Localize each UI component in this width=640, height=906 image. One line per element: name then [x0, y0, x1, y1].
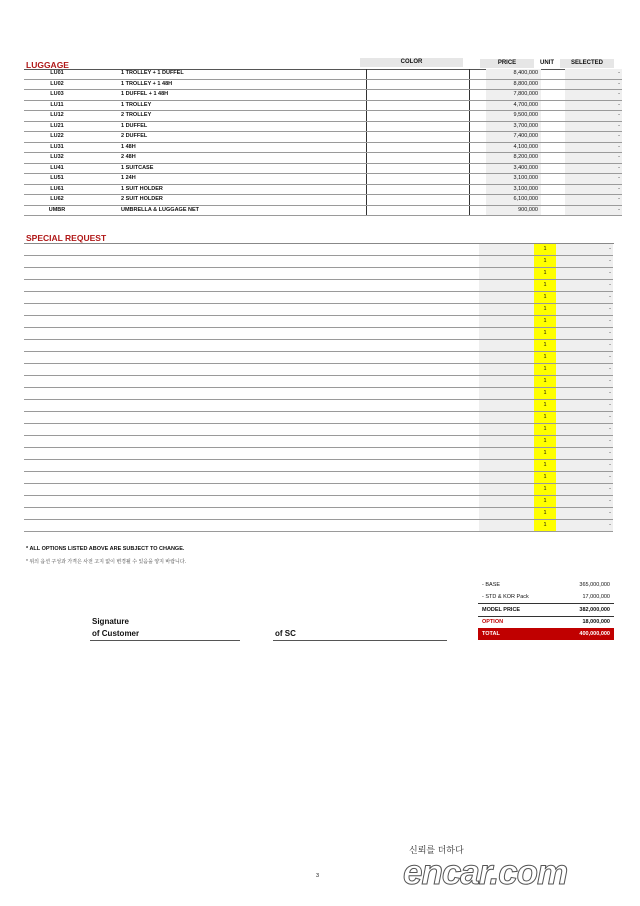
luggage-row [24, 69, 622, 79]
special-request-selected: - [556, 484, 613, 496]
special-request-unit[interactable]: 1 [534, 412, 556, 424]
model-price-value: 382,000,000 [579, 607, 610, 613]
luggage-selected: - [565, 163, 622, 174]
luggage-spacer [90, 90, 115, 101]
special-request-selected: - [556, 280, 613, 292]
special-request-row [24, 484, 613, 496]
special-request-selected: - [556, 448, 613, 460]
special-request-selected: - [556, 376, 613, 388]
special-request-selected: - [556, 304, 613, 316]
luggage-spacer [470, 205, 487, 216]
special-request-description[interactable] [24, 472, 479, 484]
special-request-unit[interactable]: 1 [534, 304, 556, 316]
special-request-description[interactable] [24, 388, 479, 400]
special-request-row [24, 448, 613, 460]
luggage-name: 2 TROLLEY [115, 111, 367, 122]
luggage-unit-cell[interactable] [541, 132, 565, 143]
luggage-code: LU01 [24, 69, 90, 79]
special-request-description[interactable] [24, 256, 479, 268]
customer-label: of Customer [92, 629, 140, 638]
special-request-description[interactable] [24, 316, 479, 328]
luggage-selected: - [565, 121, 622, 132]
special-request-description[interactable] [24, 280, 479, 292]
page-number: 3 [316, 873, 320, 879]
luggage-row [24, 195, 622, 206]
special-request-selected: - [556, 244, 613, 256]
special-request-title: SPECIAL REQUEST [26, 233, 107, 243]
special-request-unit[interactable]: 1 [534, 472, 556, 484]
luggage-row [24, 163, 622, 174]
special-request-description[interactable] [24, 460, 479, 472]
luggage-selected: - [565, 184, 622, 195]
pack-label: - STD & KOR Pack [482, 594, 529, 600]
special-request-selected: - [556, 268, 613, 280]
luggage-code: LU22 [24, 132, 90, 143]
special-request-price[interactable] [479, 340, 534, 352]
luggage-price: 3,400,000 [486, 163, 541, 174]
luggage-selected: - [565, 111, 622, 122]
special-request-price[interactable] [479, 328, 534, 340]
luggage-selected: - [565, 100, 622, 111]
special-request-unit[interactable]: 1 [534, 352, 556, 364]
special-request-price[interactable] [479, 400, 534, 412]
special-request-unit[interactable]: 1 [534, 436, 556, 448]
base-value: 365,000,000 [579, 582, 610, 588]
special-request-price[interactable] [479, 244, 534, 256]
luggage-color-cell[interactable] [367, 69, 470, 79]
special-request-unit[interactable]: 1 [534, 256, 556, 268]
luggage-color-cell[interactable] [367, 79, 470, 90]
luggage-unit-cell[interactable] [541, 90, 565, 101]
luggage-spacer [90, 132, 115, 143]
luggage-code: LU62 [24, 195, 90, 206]
luggage-price: 7,800,000 [486, 90, 541, 101]
special-request-description[interactable] [24, 244, 479, 256]
special-request-unit[interactable]: 1 [534, 448, 556, 460]
luggage-name: 2 48H [115, 153, 367, 164]
luggage-name: 1 DUFFEL [115, 121, 367, 132]
luggage-price: 9,500,000 [486, 111, 541, 122]
special-request-row [24, 292, 613, 304]
special-request-row [24, 256, 613, 268]
luggage-name: 2 DUFFEL [115, 132, 367, 143]
model-price-label: MODEL PRICE [482, 607, 521, 613]
luggage-name: 1 DUFFEL + 1 48H [115, 90, 367, 101]
special-request-row [24, 508, 613, 520]
luggage-spacer [470, 79, 487, 90]
luggage-spacer [470, 174, 487, 185]
luggage-unit-cell[interactable] [541, 79, 565, 90]
special-request-selected: - [556, 316, 613, 328]
luggage-spacer [90, 69, 115, 79]
special-request-description[interactable] [24, 412, 479, 424]
special-request-price[interactable] [479, 256, 534, 268]
luggage-color-cell[interactable] [367, 90, 470, 101]
special-request-unit[interactable]: 1 [534, 388, 556, 400]
special-request-row [24, 304, 613, 316]
luggage-price: 4,700,000 [486, 100, 541, 111]
luggage-name: 1 SUIT HOLDER [115, 184, 367, 195]
luggage-unit-cell[interactable] [541, 184, 565, 195]
special-request-row [24, 400, 613, 412]
special-request-description[interactable] [24, 400, 479, 412]
luggage-selected: - [565, 153, 622, 164]
pack-value: 17,000,000 [582, 594, 610, 600]
special-request-selected: - [556, 328, 613, 340]
luggage-row [24, 174, 622, 185]
special-request-row [24, 496, 613, 508]
luggage-name: 1 SUITCASE [115, 163, 367, 174]
luggage-code: LU11 [24, 100, 90, 111]
special-request-row [24, 388, 613, 400]
special-request-selected: - [556, 340, 613, 352]
special-request-price[interactable] [479, 304, 534, 316]
luggage-price: 3,100,000 [486, 184, 541, 195]
special-request-unit[interactable]: 1 [534, 508, 556, 520]
special-request-row [24, 316, 613, 328]
luggage-table [24, 69, 622, 216]
luggage-spacer [470, 69, 487, 79]
special-request-unit[interactable]: 1 [534, 316, 556, 328]
special-request-row [24, 436, 613, 448]
special-request-description[interactable] [24, 508, 479, 520]
special-request-selected: - [556, 364, 613, 376]
luggage-spacer [90, 100, 115, 111]
luggage-spacer [90, 121, 115, 132]
customer-signature-line[interactable] [90, 640, 240, 641]
special-request-row [24, 328, 613, 340]
luggage-color-cell[interactable] [367, 132, 470, 143]
luggage-selected: - [565, 90, 622, 101]
summary-total-row [478, 628, 614, 640]
special-request-description[interactable] [24, 484, 479, 496]
options-change-note-korean: * 위의 옵션 구성과 가격은 사전 고지 없이 변경될 수 있음을 양지 바랍니다. [26, 559, 187, 565]
special-request-description[interactable] [24, 448, 479, 460]
luggage-spacer [90, 163, 115, 174]
luggage-color-cell[interactable] [367, 163, 470, 174]
luggage-spacer [90, 142, 115, 153]
special-request-price[interactable] [479, 484, 534, 496]
luggage-spacer [90, 153, 115, 164]
special-request-price[interactable] [479, 364, 534, 376]
luggage-code: LU32 [24, 153, 90, 164]
luggage-color-cell[interactable] [367, 153, 470, 164]
luggage-color-cell[interactable] [367, 184, 470, 195]
special-request-selected: - [556, 388, 613, 400]
luggage-spacer [90, 205, 115, 216]
luggage-unit-cell[interactable] [541, 195, 565, 206]
luggage-price: 3,700,000 [486, 121, 541, 132]
summary-base-row [478, 579, 614, 591]
special-request-unit[interactable]: 1 [534, 520, 556, 532]
luggage-spacer [90, 195, 115, 206]
luggage-row [24, 121, 622, 132]
luggage-name: 1 TROLLEY [115, 100, 367, 111]
special-request-price[interactable] [479, 496, 534, 508]
luggage-unit-cell[interactable] [541, 174, 565, 185]
luggage-spacer [470, 153, 487, 164]
encar-watermark-logo: encar.com [403, 853, 568, 892]
special-request-description[interactable] [24, 304, 479, 316]
special-request-unit[interactable]: 1 [534, 244, 556, 256]
luggage-spacer [470, 184, 487, 195]
option-value: 18,000,000 [582, 619, 610, 625]
special-request-unit[interactable]: 1 [534, 280, 556, 292]
luggage-price: 8,400,000 [486, 69, 541, 79]
special-request-selected: - [556, 508, 613, 520]
selected-column-header: SELECTED [560, 59, 614, 68]
luggage-unit-cell[interactable] [541, 69, 565, 79]
price-column-header: PRICE [480, 59, 534, 68]
special-request-row [24, 520, 613, 532]
luggage-code: LU31 [24, 142, 90, 153]
special-request-selected: - [556, 436, 613, 448]
special-request-price[interactable] [479, 280, 534, 292]
total-label: TOTAL [482, 631, 500, 637]
luggage-spacer [470, 132, 487, 143]
special-request-selected: - [556, 292, 613, 304]
special-request-description[interactable] [24, 496, 479, 508]
special-request-price[interactable] [479, 520, 534, 532]
luggage-selected: - [565, 69, 622, 79]
luggage-price: 6,100,000 [486, 195, 541, 206]
special-request-price[interactable] [479, 268, 534, 280]
special-request-table [24, 244, 613, 532]
special-request-row [24, 472, 613, 484]
special-request-unit[interactable]: 1 [534, 328, 556, 340]
luggage-selected: - [565, 174, 622, 185]
special-request-row [24, 244, 613, 256]
special-request-price[interactable] [479, 472, 534, 484]
luggage-row [24, 100, 622, 111]
special-request-unit[interactable]: 1 [534, 400, 556, 412]
special-request-row [24, 352, 613, 364]
special-request-price[interactable] [479, 436, 534, 448]
signature-label: Signature [92, 617, 129, 626]
special-request-unit[interactable]: 1 [534, 364, 556, 376]
special-request-description[interactable] [24, 364, 479, 376]
luggage-unit-cell[interactable] [541, 163, 565, 174]
luggage-row [24, 111, 622, 122]
luggage-spacer [90, 174, 115, 185]
luggage-price: 8,800,000 [486, 79, 541, 90]
luggage-row [24, 184, 622, 195]
special-request-description[interactable] [24, 352, 479, 364]
luggage-unit-cell[interactable] [541, 142, 565, 153]
summary-option-row [478, 616, 614, 628]
special-request-unit[interactable]: 1 [534, 424, 556, 436]
luggage-selected: - [565, 79, 622, 90]
luggage-code: LU21 [24, 121, 90, 132]
special-request-price[interactable] [479, 388, 534, 400]
luggage-selected: - [565, 195, 622, 206]
options-change-note: * ALL OPTIONS LISTED ABOVE ARE SUBJECT TO CHANGE. [26, 546, 185, 552]
luggage-name: 2 SUIT HOLDER [115, 195, 367, 206]
watermark-tagline: 신뢰를 더하다 [409, 845, 464, 855]
luggage-row [24, 79, 622, 90]
luggage-color-cell[interactable] [367, 205, 470, 216]
special-request-selected: - [556, 472, 613, 484]
luggage-name: 1 48H [115, 142, 367, 153]
luggage-color-cell[interactable] [367, 174, 470, 185]
luggage-spacer [470, 121, 487, 132]
special-request-unit[interactable]: 1 [534, 292, 556, 304]
special-request-selected: - [556, 256, 613, 268]
luggage-section-title: LUGGAGE [26, 60, 69, 70]
special-request-price[interactable] [479, 424, 534, 436]
luggage-row [24, 205, 622, 216]
luggage-selected: - [565, 205, 622, 216]
special-request-row [24, 340, 613, 352]
special-request-description[interactable] [24, 340, 479, 352]
special-request-selected: - [556, 424, 613, 436]
luggage-selected: - [565, 132, 622, 143]
luggage-unit-cell[interactable] [541, 153, 565, 164]
luggage-spacer [470, 142, 487, 153]
luggage-code: UMBR [24, 205, 90, 216]
special-request-unit[interactable]: 1 [534, 340, 556, 352]
special-request-description[interactable] [24, 520, 479, 532]
special-request-description[interactable] [24, 424, 479, 436]
luggage-code: LU61 [24, 184, 90, 195]
luggage-name: 1 TROLLEY + 1 48H [115, 79, 367, 90]
special-request-unit[interactable]: 1 [534, 484, 556, 496]
luggage-name: 1 TROLLEY + 1 DUFFEL [115, 69, 367, 79]
luggage-price: 8,200,000 [486, 153, 541, 164]
special-request-selected: - [556, 460, 613, 472]
special-request-selected: - [556, 412, 613, 424]
luggage-spacer [470, 111, 487, 122]
sc-signature-label: of SC [275, 629, 296, 638]
special-request-selected: - [556, 520, 613, 532]
special-request-price[interactable] [479, 460, 534, 472]
color-column-header: COLOR [360, 58, 463, 67]
special-request-row [24, 412, 613, 424]
luggage-spacer [470, 163, 487, 174]
special-request-selected: - [556, 400, 613, 412]
special-request-description[interactable] [24, 292, 479, 304]
special-request-price[interactable] [479, 292, 534, 304]
luggage-spacer [470, 100, 487, 111]
total-value: 400,000,000 [579, 631, 610, 637]
special-request-row [24, 424, 613, 436]
luggage-code: LU51 [24, 174, 90, 185]
special-request-row [24, 268, 613, 280]
luggage-row [24, 90, 622, 101]
luggage-unit-cell[interactable] [541, 111, 565, 122]
special-request-unit[interactable]: 1 [534, 460, 556, 472]
luggage-name: 1 24H [115, 174, 367, 185]
luggage-spacer [470, 90, 487, 101]
luggage-code: LU41 [24, 163, 90, 174]
luggage-row [24, 153, 622, 164]
sc-signature-line[interactable] [273, 640, 447, 641]
special-request-price[interactable] [479, 508, 534, 520]
special-request-description[interactable] [24, 436, 479, 448]
luggage-color-cell[interactable] [367, 111, 470, 122]
special-request-selected: - [556, 352, 613, 364]
luggage-selected: - [565, 142, 622, 153]
luggage-unit-cell[interactable] [541, 121, 565, 132]
luggage-color-cell[interactable] [367, 142, 470, 153]
luggage-unit-cell[interactable] [541, 205, 565, 216]
summary-pack-row [478, 591, 614, 604]
special-request-description[interactable] [24, 268, 479, 280]
luggage-unit-cell[interactable] [541, 100, 565, 111]
luggage-spacer [90, 184, 115, 195]
special-request-unit[interactable]: 1 [534, 268, 556, 280]
luggage-spacer [90, 111, 115, 122]
special-request-unit[interactable]: 1 [534, 376, 556, 388]
special-request-selected: - [556, 496, 613, 508]
special-request-price[interactable] [479, 316, 534, 328]
luggage-code: LU12 [24, 111, 90, 122]
special-request-row [24, 376, 613, 388]
luggage-spacer [470, 195, 487, 206]
luggage-code: LU02 [24, 79, 90, 90]
special-request-price[interactable] [479, 376, 534, 388]
unit-column-header: UNIT [540, 60, 554, 66]
luggage-spacer [90, 79, 115, 90]
luggage-row [24, 142, 622, 153]
special-request-price[interactable] [479, 448, 534, 460]
option-label: OPTION [482, 619, 504, 625]
luggage-color-cell[interactable] [367, 100, 470, 111]
luggage-row [24, 132, 622, 143]
luggage-price: 4,100,000 [486, 142, 541, 153]
special-request-row [24, 460, 613, 472]
special-request-description[interactable] [24, 376, 479, 388]
luggage-name: UMBRELLA & LUGGAGE NET [115, 205, 367, 216]
special-request-description[interactable] [24, 328, 479, 340]
luggage-price: 900,000 [486, 205, 541, 216]
special-request-row [24, 364, 613, 376]
base-label: - BASE [482, 582, 501, 588]
special-request-unit[interactable]: 1 [534, 496, 556, 508]
luggage-price: 3,100,000 [486, 174, 541, 185]
luggage-color-cell[interactable] [367, 195, 470, 206]
luggage-code: LU03 [24, 90, 90, 101]
special-request-price[interactable] [479, 352, 534, 364]
special-request-price[interactable] [479, 412, 534, 424]
special-request-row [24, 280, 613, 292]
luggage-price: 7,400,000 [486, 132, 541, 143]
luggage-color-cell[interactable] [367, 121, 470, 132]
